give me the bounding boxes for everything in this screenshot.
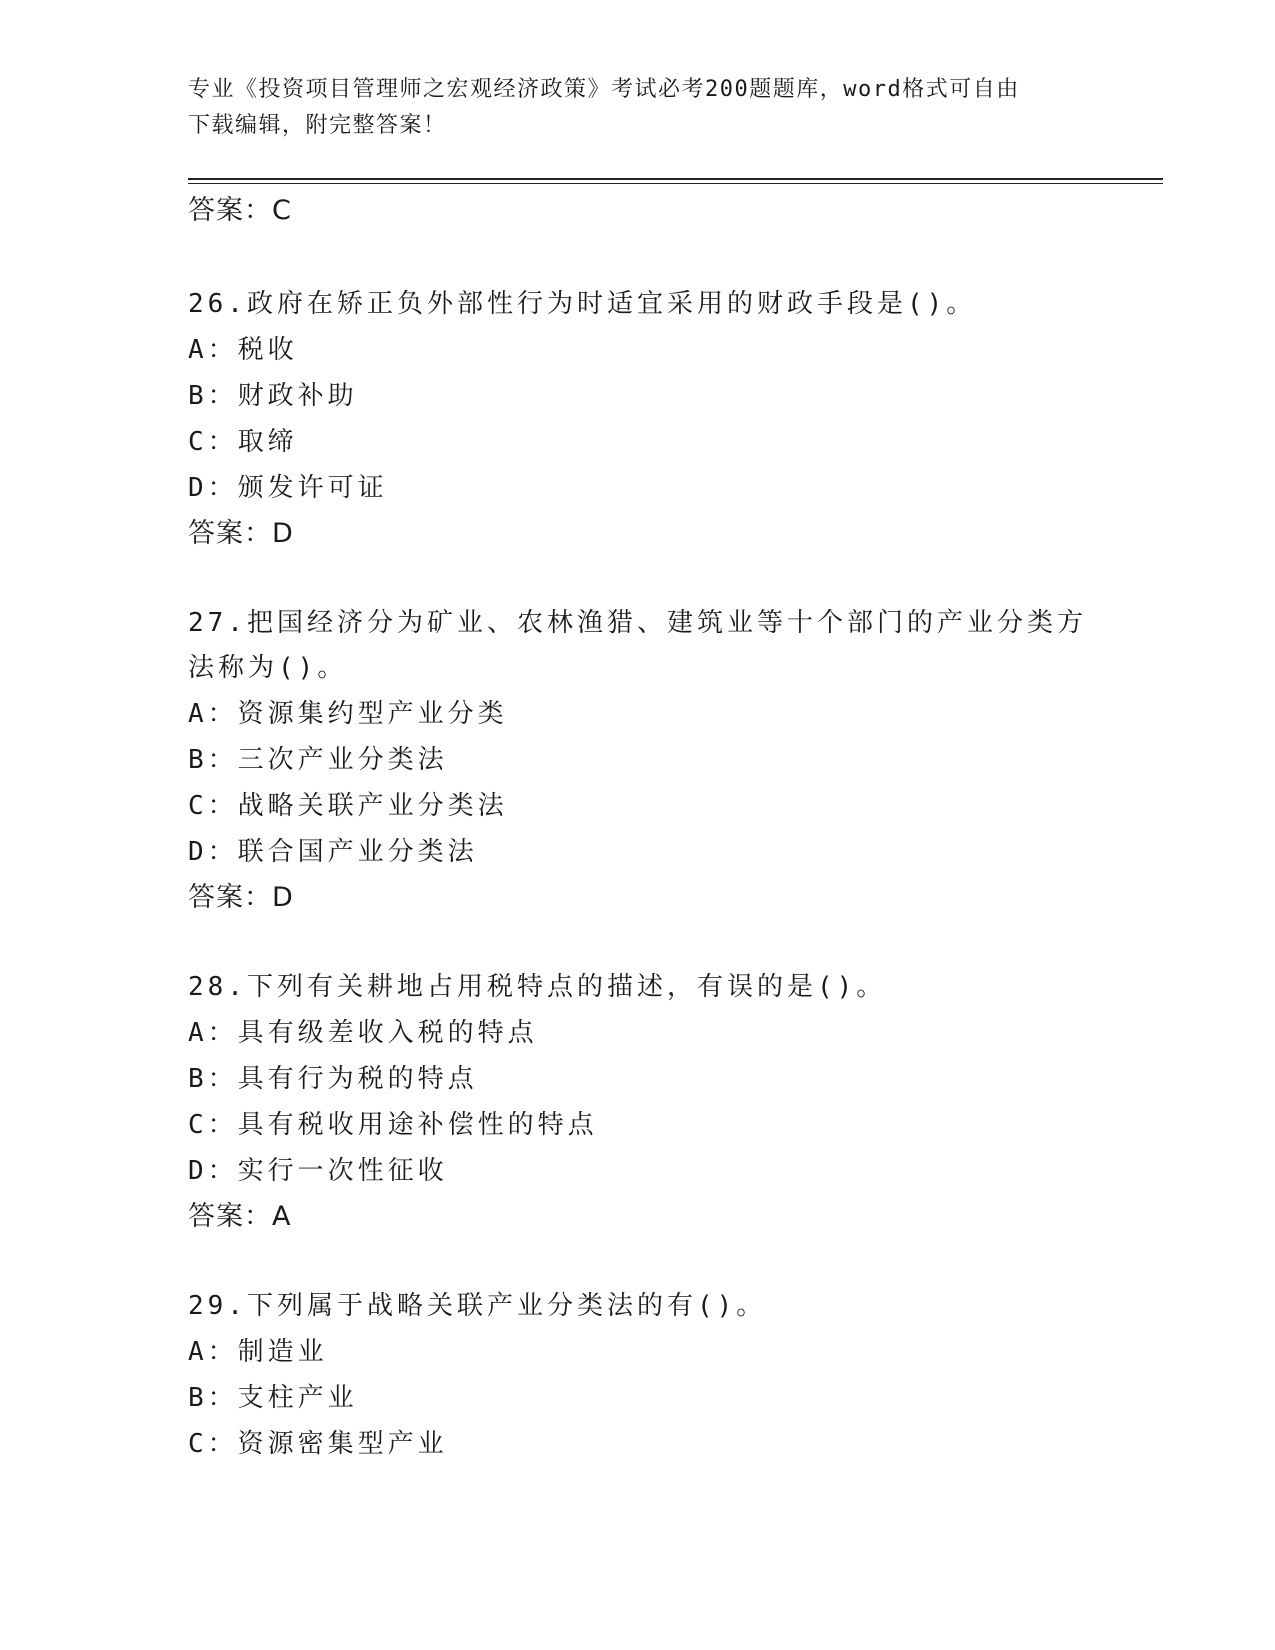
option-c: C：取缔 — [188, 427, 298, 457]
option-a: A：资源集约型产业分类 — [188, 699, 508, 729]
option-a: A：具有级差收入税的特点 — [188, 1018, 538, 1048]
document-header — [188, 72, 1088, 144]
option-a: A：税收 — [188, 335, 298, 365]
answer-line: 答案：A — [188, 1201, 292, 1232]
question-title: 28.下列有关耕地占用税特点的描述，有误的是()。 — [188, 972, 887, 1002]
question-title: 29.下列属于战略关联产业分类法的有()。 — [188, 1291, 767, 1321]
answer-line: 答案：D — [188, 882, 294, 913]
question-28 — [188, 965, 1163, 1240]
option-c: C：战略关联产业分类法 — [188, 791, 508, 821]
question-title: 27.把国经济分为矿业、农林渔猎、建筑业等十个部门的产业分类方法称为()。 — [188, 608, 1087, 683]
question-title: 26.政府在矫正负外部性行为时适宜采用的财政手段是()。 — [188, 289, 977, 319]
option-b: B：财政补助 — [188, 381, 358, 411]
answer-line: 答案：C — [188, 195, 292, 226]
answer-line: 答案：D — [188, 518, 294, 549]
option-d: D：联合国产业分类法 — [188, 837, 478, 867]
header-line-1: 专业《投资项目管理师之宏观经济政策》考试必考200题题库，word格式可自由 — [188, 77, 1020, 102]
question-27 — [188, 601, 1163, 921]
option-b: B：具有行为税的特点 — [188, 1064, 478, 1094]
question-29 — [188, 1284, 1163, 1467]
option-a: A：制造业 — [188, 1337, 328, 1367]
option-c: C：资源密集型产业 — [188, 1429, 448, 1459]
option-b: B：支柱产业 — [188, 1383, 358, 1413]
header-divider — [188, 178, 1163, 184]
header-line-2: 下载编辑，附完整答案！ — [188, 113, 447, 138]
option-d: D：颁发许可证 — [188, 473, 388, 503]
option-b: B：三次产业分类法 — [188, 745, 448, 775]
option-c: C：具有税收用途补偿性的特点 — [188, 1110, 598, 1140]
option-d: D：实行一次性征收 — [188, 1156, 448, 1186]
question-list — [188, 282, 1163, 1511]
question-26 — [188, 282, 1163, 557]
